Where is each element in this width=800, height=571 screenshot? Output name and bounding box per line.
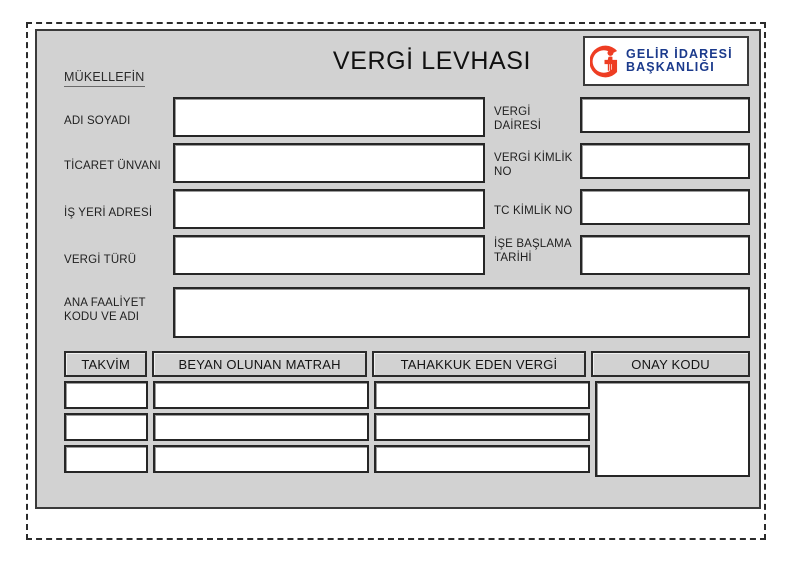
label-ana-faaliyet [64, 296, 146, 325]
cell-takvim-3[interactable] [64, 445, 148, 473]
table-header-row [64, 351, 750, 377]
cell-matrah-1[interactable] [153, 381, 369, 409]
table-header-beyan-olunan-matrah: BEYAN OLUNAN MATRAH [152, 351, 366, 377]
input-vergi-turu[interactable] [173, 235, 485, 275]
label-is-yeri-adresi: İŞ YERİ ADRESİ [64, 207, 153, 219]
cell-vergi-3[interactable] [374, 445, 590, 473]
vergi-levhasi-panel [35, 29, 761, 509]
table-row [64, 381, 590, 409]
input-tc-kimlik-no[interactable] [580, 189, 750, 225]
cell-onay-kodu[interactable] [595, 381, 750, 477]
label-ise-baslama-tarihi: İŞE BAŞLAMA TARİHİ [494, 238, 572, 265]
input-adi-soyadi[interactable] [173, 97, 485, 137]
label-vergi-turu: VERGİ TÜRÜ [64, 254, 137, 266]
label-vergi-dairesi: VERGİ DAİRESİ [494, 106, 542, 133]
logo-line-2: BAŞKANLIĞI [626, 60, 715, 74]
cell-matrah-3[interactable] [153, 445, 369, 473]
table-header-tahakkuk-eden-vergi: TAHAKKUK EDEN VERGİ [372, 351, 586, 377]
gelir-idaresi-logo [583, 36, 749, 86]
table-body-left-columns [64, 381, 590, 477]
label-tc-kimlik-no: TC KİMLİK NO [494, 205, 573, 217]
label-vergi-kimlik-no: VERGİ KİMLİK NO [494, 152, 573, 179]
page-title: VERGİ LEVHASI [332, 47, 532, 75]
vergi-table [64, 351, 750, 477]
section-label-mukellefin: MÜKELLEFİN [64, 70, 145, 87]
cell-takvim-1[interactable] [64, 381, 148, 409]
table-header-onay-kodu: ONAY KODU [591, 351, 750, 377]
table-header-takvim: TAKVİM [64, 351, 147, 377]
label-ana-faaliyet-line1: ANA FAALİYET [64, 297, 146, 309]
input-ticaret-unvani[interactable] [173, 143, 485, 183]
table-row [64, 413, 590, 441]
input-ise-baslama-tarihi[interactable] [580, 235, 750, 275]
cell-vergi-2[interactable] [374, 413, 590, 441]
label-adi-soyadi: ADI SOYADI [64, 115, 131, 127]
input-vergi-dairesi[interactable] [580, 97, 750, 133]
input-is-yeri-adresi[interactable] [173, 189, 485, 229]
logo-line-1: GELİR İDARESİ [626, 46, 733, 61]
label-ticaret-unvani: TİCARET ÜNVANI [64, 160, 161, 172]
input-ana-faaliyet-kodu-ve-adi[interactable] [173, 287, 750, 338]
gelir-idaresi-logo-icon [590, 45, 623, 78]
cell-matrah-2[interactable] [153, 413, 369, 441]
label-ana-faaliyet-line2: KODU VE ADI [64, 311, 140, 324]
table-row [64, 445, 590, 473]
input-vergi-kimlik-no[interactable] [580, 143, 750, 179]
table-body [64, 381, 750, 477]
cell-takvim-2[interactable] [64, 413, 148, 441]
logo-text [626, 48, 733, 75]
cell-vergi-1[interactable] [374, 381, 590, 409]
